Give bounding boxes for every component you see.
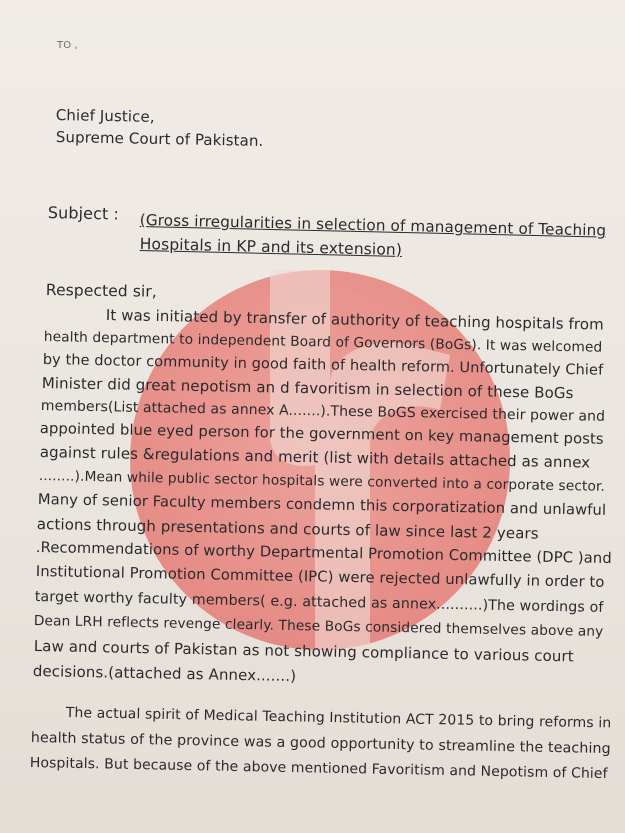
paragraph-1-line: .Recommendations of worthy Departmental Promotion Committee (DPC )and bbox=[35, 539, 612, 568]
paragraph-1-line: against rules &regulations and merit (list with details attached as annex bbox=[39, 443, 591, 472]
paragraph-1-line: actions through presentations and courts of law since last 2 years bbox=[36, 515, 539, 543]
paragraph-1-line: It was initiated by transfer of authority of teaching hospitals from bbox=[105, 306, 605, 334]
paragraph-1-line: ........).Mean while public sector hospitals were converted into a corporate sector. bbox=[38, 467, 606, 495]
paragraph-2-line: Hospitals. But because of the above mentioned Favoritism and Nepotism of Chief bbox=[29, 754, 608, 783]
paragraph-1-line: decisions.(attached as Annex.......) bbox=[32, 662, 297, 686]
paragraph-1-line: target worthy faculty members( e.g. attached as annex..........)The wordings of bbox=[34, 588, 604, 616]
paragraph-1-line: Many of senior Faculty members condemn this corporatization and unlawful bbox=[37, 491, 607, 519]
subject-label: Subject : bbox=[47, 203, 120, 224]
paragraph-2-line: The actual spirit of Medical Teaching Institution ACT 2015 to bring reforms in bbox=[65, 704, 612, 732]
subject-line-2: Hospitals in KP and its extension) bbox=[139, 235, 403, 259]
paragraph-1-line: by the doctor community in good faith of health reform. Unfortunately Chief bbox=[42, 351, 604, 379]
paragraph-1-line: members(List attached as annex A.......).These BoGS exercised their power and bbox=[40, 397, 606, 425]
recipient-line-1: Chief Justice, bbox=[55, 106, 155, 126]
subject-line-1: (Gross irregularities in selection of management of Teaching bbox=[139, 211, 607, 240]
to-label: TO , bbox=[57, 40, 78, 51]
paragraph-1-line: appointed blue eyed person for the government on key management posts bbox=[39, 420, 604, 448]
paragraph-1-line: Dean LRH reflects revenge clearly. These BoGs considered themselves above any bbox=[33, 612, 604, 640]
paragraph-1-line: Minister did great nepotism an d favoritism in selection of these BoGs bbox=[41, 374, 574, 403]
paragraph-1-line: Institutional Promotion Committee (IPC) were rejected unlawfully in order to bbox=[35, 563, 605, 591]
salutation: Respected sir, bbox=[45, 281, 158, 301]
paragraph-1-line: health department to independent Board of Governors (BoGs). It was welcomed bbox=[43, 328, 603, 356]
paragraph-1-line: Law and courts of Pakistan as not showing compliance to various court bbox=[33, 637, 574, 666]
recipient-line-2: Supreme Court of Pakistan. bbox=[55, 128, 264, 150]
paragraph-2-line: health status of the province was a good opportunity to streamline the teaching bbox=[30, 729, 611, 758]
